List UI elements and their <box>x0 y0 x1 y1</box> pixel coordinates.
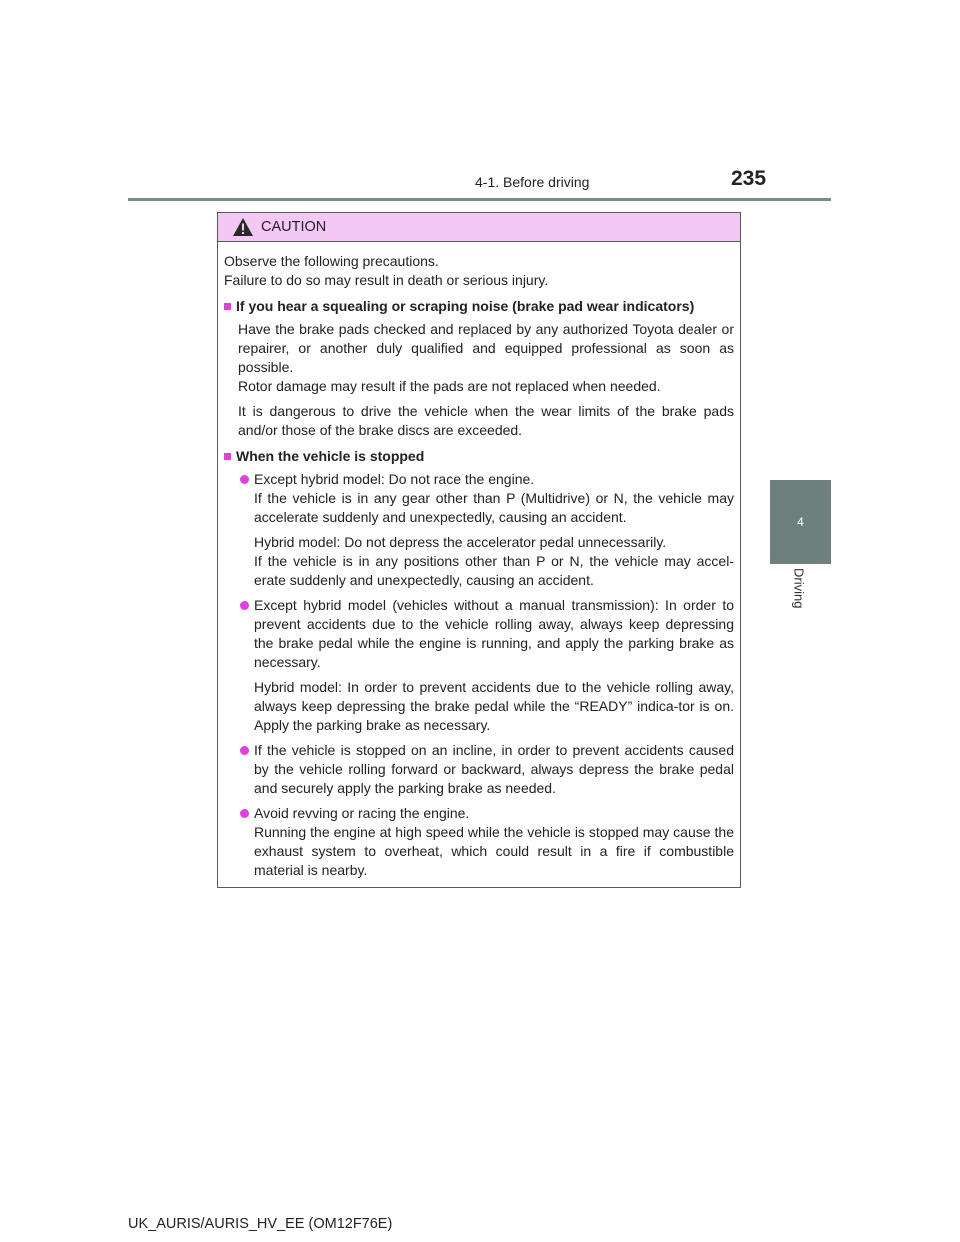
sub-paragraph-line: Hybrid model: In order to prevent accidents due to the vehicle rolling away, always keep depressing the brake pedal while the “READY” indica-tor is on. Apply the parking brake as necessary. <box>254 679 734 733</box>
square-bullet-icon <box>224 303 231 310</box>
section-heading-text: If you hear a squealing or scraping noise (brake pad wear indicators) <box>236 298 695 314</box>
sub-paragraph <box>254 678 734 735</box>
paragraph <box>238 320 734 396</box>
section-heading-brake-pad <box>224 297 734 316</box>
caution-box <box>217 212 741 888</box>
chapter-label <box>789 568 809 628</box>
list-item-line: If the vehicle is stopped on an incline, in order to prevent accidents caused by the vehicle rolling forward or backward, always depress the brake pedal and securely apply the parking brake as needed. <box>254 742 734 796</box>
list-item <box>224 741 734 798</box>
sub-paragraph-line: Hybrid model: Do not depress the accelerator pedal unnecessarily. <box>254 534 667 550</box>
page-number: 235 <box>731 167 767 190</box>
chapter-tab[interactable] <box>770 480 831 564</box>
chapter-label-text: Driving <box>791 568 807 609</box>
intro-line: Observe the following precautions. <box>224 253 439 269</box>
list-item-line: Except hybrid model (vehicles without a manual transmission): In order to prevent accidents due to the vehicle rolling away, always keep depressing the brake pedal while the engine is running, and apply the parking brake as necessary. <box>254 597 734 670</box>
chapter-number: 4 <box>797 515 804 529</box>
section-title: 4-1. Before driving <box>475 174 590 190</box>
caution-title: CAUTION <box>261 219 327 235</box>
warning-triangle-icon <box>232 217 254 237</box>
list-item-line: Except hybrid model: Do not race the engine. <box>254 471 535 487</box>
sub-paragraph-line: If the vehicle is in any positions other than P or N, the vehicle may accel-erate suddenly and unexpectedly, causing an accident. <box>254 553 734 588</box>
round-bullet-icon <box>240 475 249 484</box>
square-bullet-icon <box>224 453 231 460</box>
list-item-line: Running the engine at high speed while the vehicle is stopped may cause the exhaust system to overheat, which could result in a fire if combustible material is nearby. <box>254 824 734 878</box>
round-bullet-icon <box>240 746 249 755</box>
paragraph-line: Rotor damage may result if the pads are not replaced when needed. <box>238 378 661 394</box>
paragraph-line: It is dangerous to drive the vehicle when the wear limits of the brake pads and/or those of the brake discs are exceeded. <box>238 403 734 438</box>
header-rule <box>128 198 831 201</box>
list-item <box>224 804 734 880</box>
round-bullet-icon <box>240 809 249 818</box>
paragraph-line: Have the brake pads checked and replaced by any authorized Toyota dealer or repairer, or another duly qualified and equipped professional as soon as possible. <box>238 321 734 375</box>
paragraph <box>238 402 734 440</box>
caution-intro <box>224 252 734 290</box>
section-heading-text: When the vehicle is stopped <box>236 448 425 464</box>
sub-paragraph <box>254 533 734 590</box>
list-item <box>224 470 734 527</box>
list-item-line: If the vehicle is in any gear other than P (Multidrive) or N, the vehicle may accelerate suddenly and unexpectedly, causing an accident. <box>254 490 734 525</box>
manual-code: UK_AURIS/AURIS_HV_EE (OM12F76E) <box>128 1216 393 1232</box>
caution-body <box>218 242 740 880</box>
list-item <box>224 596 734 672</box>
intro-line: Failure to do so may result in death or serious injury. <box>224 272 549 288</box>
caution-header <box>218 213 740 242</box>
round-bullet-icon <box>240 601 249 610</box>
section-heading-vehicle-stopped <box>224 447 734 466</box>
list-item-line: Avoid revving or racing the engine. <box>254 805 470 821</box>
